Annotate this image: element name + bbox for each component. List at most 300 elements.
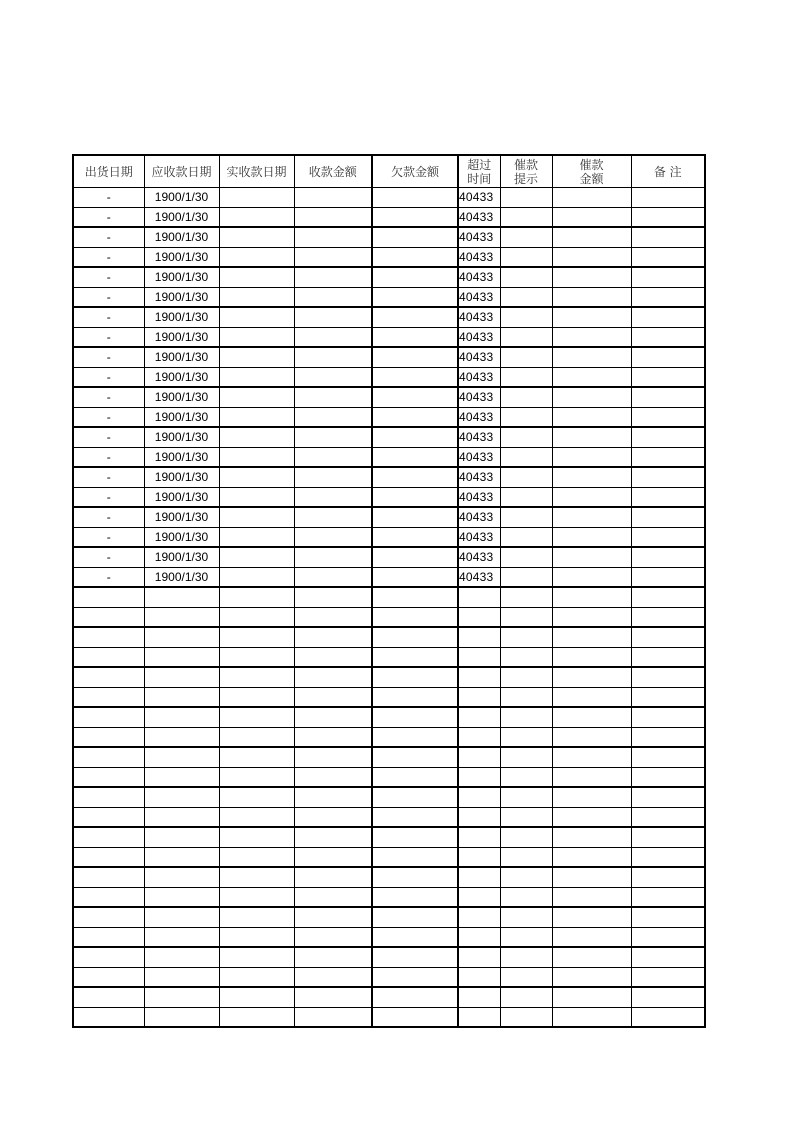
cell-reminder-tip[interactable] bbox=[500, 547, 552, 567]
cell-reminder-tip[interactable] bbox=[500, 507, 552, 527]
cell-reminder-amount[interactable] bbox=[552, 587, 631, 607]
column-header-overdue-time[interactable] bbox=[458, 155, 500, 188]
cell-remarks[interactable] bbox=[631, 727, 705, 747]
cell-due-date[interactable] bbox=[144, 727, 219, 747]
cell-remarks[interactable] bbox=[631, 787, 705, 807]
cell-owed-amount[interactable] bbox=[372, 188, 458, 208]
cell-ship-date[interactable] bbox=[73, 727, 144, 747]
cell-due-date[interactable] bbox=[144, 907, 219, 927]
cell-actual-date[interactable] bbox=[219, 447, 294, 467]
cell-ship-date[interactable] bbox=[73, 687, 144, 707]
cell-reminder-amount[interactable] bbox=[552, 727, 631, 747]
cell-overdue-time[interactable]: 40433 bbox=[458, 467, 500, 487]
cell-actual-date[interactable] bbox=[219, 607, 294, 627]
cell-reminder-amount[interactable] bbox=[552, 987, 631, 1007]
cell-actual-date[interactable] bbox=[219, 927, 294, 947]
cell-received-amount[interactable] bbox=[294, 847, 372, 867]
cell-owed-amount[interactable] bbox=[372, 327, 458, 347]
cell-reminder-amount[interactable] bbox=[552, 847, 631, 867]
cell-overdue-time[interactable] bbox=[458, 747, 500, 767]
cell-ship-date[interactable]: - bbox=[73, 287, 144, 307]
cell-owed-amount[interactable] bbox=[372, 867, 458, 887]
cell-remarks[interactable] bbox=[631, 607, 705, 627]
cell-owed-amount[interactable] bbox=[372, 667, 458, 687]
cell-remarks[interactable] bbox=[631, 188, 705, 208]
cell-remarks[interactable] bbox=[631, 387, 705, 407]
cell-actual-date[interactable] bbox=[219, 327, 294, 347]
cell-ship-date[interactable]: - bbox=[73, 487, 144, 507]
cell-owed-amount[interactable] bbox=[372, 347, 458, 367]
cell-received-amount[interactable] bbox=[294, 188, 372, 208]
cell-reminder-amount[interactable] bbox=[552, 307, 631, 327]
cell-ship-date[interactable] bbox=[73, 867, 144, 887]
cell-reminder-tip[interactable] bbox=[500, 867, 552, 887]
cell-due-date[interactable] bbox=[144, 587, 219, 607]
cell-actual-date[interactable] bbox=[219, 188, 294, 208]
cell-ship-date[interactable] bbox=[73, 947, 144, 967]
cell-remarks[interactable] bbox=[631, 507, 705, 527]
cell-actual-date[interactable] bbox=[219, 467, 294, 487]
cell-ship-date[interactable] bbox=[73, 967, 144, 987]
cell-received-amount[interactable] bbox=[294, 527, 372, 547]
cell-remarks[interactable] bbox=[631, 967, 705, 987]
cell-overdue-time[interactable]: 40433 bbox=[458, 188, 500, 208]
column-header-ship-date[interactable] bbox=[73, 155, 144, 188]
cell-reminder-tip[interactable] bbox=[500, 247, 552, 267]
cell-owed-amount[interactable] bbox=[372, 547, 458, 567]
cell-owed-amount[interactable] bbox=[372, 587, 458, 607]
cell-reminder-tip[interactable] bbox=[500, 287, 552, 307]
cell-due-date[interactable] bbox=[144, 947, 219, 967]
cell-overdue-time[interactable]: 40433 bbox=[458, 387, 500, 407]
cell-received-amount[interactable] bbox=[294, 507, 372, 527]
cell-received-amount[interactable] bbox=[294, 227, 372, 247]
cell-owed-amount[interactable] bbox=[372, 967, 458, 987]
cell-owed-amount[interactable] bbox=[372, 947, 458, 967]
cell-remarks[interactable] bbox=[631, 407, 705, 427]
cell-actual-date[interactable] bbox=[219, 347, 294, 367]
cell-owed-amount[interactable] bbox=[372, 487, 458, 507]
cell-remarks[interactable] bbox=[631, 467, 705, 487]
cell-reminder-tip[interactable] bbox=[500, 927, 552, 947]
cell-owed-amount[interactable] bbox=[372, 447, 458, 467]
cell-due-date[interactable]: 1900/1/30 bbox=[144, 347, 219, 367]
cell-due-date[interactable] bbox=[144, 987, 219, 1007]
cell-actual-date[interactable] bbox=[219, 667, 294, 687]
cell-received-amount[interactable] bbox=[294, 947, 372, 967]
cell-reminder-tip[interactable] bbox=[500, 207, 552, 227]
cell-received-amount[interactable] bbox=[294, 607, 372, 627]
cell-ship-date[interactable] bbox=[73, 707, 144, 727]
cell-due-date[interactable]: 1900/1/30 bbox=[144, 287, 219, 307]
cell-reminder-amount[interactable] bbox=[552, 507, 631, 527]
cell-received-amount[interactable] bbox=[294, 987, 372, 1007]
cell-due-date[interactable] bbox=[144, 667, 219, 687]
cell-ship-date[interactable] bbox=[73, 847, 144, 867]
cell-reminder-amount[interactable] bbox=[552, 547, 631, 567]
cell-remarks[interactable] bbox=[631, 587, 705, 607]
cell-due-date[interactable]: 1900/1/30 bbox=[144, 387, 219, 407]
cell-received-amount[interactable] bbox=[294, 447, 372, 467]
cell-ship-date[interactable] bbox=[73, 607, 144, 627]
cell-overdue-time[interactable] bbox=[458, 907, 500, 927]
cell-actual-date[interactable] bbox=[219, 227, 294, 247]
cell-due-date[interactable] bbox=[144, 747, 219, 767]
column-header-due-date[interactable] bbox=[144, 155, 219, 188]
cell-actual-date[interactable] bbox=[219, 307, 294, 327]
cell-actual-date[interactable] bbox=[219, 787, 294, 807]
cell-reminder-tip[interactable] bbox=[500, 847, 552, 867]
cell-actual-date[interactable] bbox=[219, 247, 294, 267]
cell-due-date[interactable]: 1900/1/30 bbox=[144, 307, 219, 327]
cell-ship-date[interactable]: - bbox=[73, 547, 144, 567]
cell-actual-date[interactable] bbox=[219, 827, 294, 847]
cell-remarks[interactable] bbox=[631, 307, 705, 327]
cell-actual-date[interactable] bbox=[219, 1007, 294, 1027]
cell-actual-date[interactable] bbox=[219, 427, 294, 447]
cell-overdue-time[interactable] bbox=[458, 807, 500, 827]
cell-remarks[interactable] bbox=[631, 907, 705, 927]
cell-due-date[interactable] bbox=[144, 687, 219, 707]
cell-owed-amount[interactable] bbox=[372, 387, 458, 407]
cell-ship-date[interactable] bbox=[73, 787, 144, 807]
cell-reminder-amount[interactable] bbox=[552, 467, 631, 487]
cell-overdue-time[interactable]: 40433 bbox=[458, 287, 500, 307]
cell-received-amount[interactable] bbox=[294, 347, 372, 367]
cell-owed-amount[interactable] bbox=[372, 307, 458, 327]
cell-received-amount[interactable] bbox=[294, 707, 372, 727]
column-header-reminder-amount[interactable] bbox=[552, 155, 631, 188]
cell-due-date[interactable]: 1900/1/30 bbox=[144, 188, 219, 208]
cell-remarks[interactable] bbox=[631, 427, 705, 447]
cell-reminder-tip[interactable] bbox=[500, 627, 552, 647]
cell-reminder-amount[interactable] bbox=[552, 207, 631, 227]
cell-overdue-time[interactable] bbox=[458, 847, 500, 867]
cell-remarks[interactable] bbox=[631, 867, 705, 887]
cell-due-date[interactable] bbox=[144, 867, 219, 887]
cell-received-amount[interactable] bbox=[294, 567, 372, 587]
cell-reminder-tip[interactable] bbox=[500, 687, 552, 707]
cell-actual-date[interactable] bbox=[219, 867, 294, 887]
cell-actual-date[interactable] bbox=[219, 967, 294, 987]
cell-due-date[interactable] bbox=[144, 607, 219, 627]
cell-reminder-amount[interactable] bbox=[552, 327, 631, 347]
cell-ship-date[interactable] bbox=[73, 627, 144, 647]
cell-reminder-amount[interactable] bbox=[552, 247, 631, 267]
cell-received-amount[interactable] bbox=[294, 1007, 372, 1027]
cell-remarks[interactable] bbox=[631, 547, 705, 567]
cell-received-amount[interactable] bbox=[294, 307, 372, 327]
cell-ship-date[interactable] bbox=[73, 647, 144, 667]
cell-overdue-time[interactable] bbox=[458, 607, 500, 627]
cell-overdue-time[interactable] bbox=[458, 647, 500, 667]
cell-owed-amount[interactable] bbox=[372, 827, 458, 847]
cell-owed-amount[interactable] bbox=[372, 427, 458, 447]
cell-ship-date[interactable] bbox=[73, 747, 144, 767]
cell-remarks[interactable] bbox=[631, 747, 705, 767]
cell-actual-date[interactable] bbox=[219, 767, 294, 787]
cell-reminder-amount[interactable] bbox=[552, 687, 631, 707]
cell-due-date[interactable] bbox=[144, 707, 219, 727]
cell-overdue-time[interactable] bbox=[458, 787, 500, 807]
cell-reminder-amount[interactable] bbox=[552, 567, 631, 587]
cell-owed-amount[interactable] bbox=[372, 767, 458, 787]
cell-overdue-time[interactable]: 40433 bbox=[458, 247, 500, 267]
cell-owed-amount[interactable] bbox=[372, 207, 458, 227]
cell-overdue-time[interactable] bbox=[458, 947, 500, 967]
cell-received-amount[interactable] bbox=[294, 627, 372, 647]
cell-overdue-time[interactable]: 40433 bbox=[458, 307, 500, 327]
cell-actual-date[interactable] bbox=[219, 587, 294, 607]
cell-actual-date[interactable] bbox=[219, 687, 294, 707]
cell-reminder-amount[interactable] bbox=[552, 887, 631, 907]
cell-overdue-time[interactable] bbox=[458, 707, 500, 727]
cell-reminder-tip[interactable] bbox=[500, 827, 552, 847]
cell-actual-date[interactable] bbox=[219, 807, 294, 827]
cell-reminder-tip[interactable] bbox=[500, 527, 552, 547]
cell-received-amount[interactable] bbox=[294, 487, 372, 507]
cell-due-date[interactable] bbox=[144, 767, 219, 787]
cell-received-amount[interactable] bbox=[294, 267, 372, 287]
cell-due-date[interactable] bbox=[144, 787, 219, 807]
cell-remarks[interactable] bbox=[631, 947, 705, 967]
cell-due-date[interactable]: 1900/1/30 bbox=[144, 407, 219, 427]
cell-due-date[interactable]: 1900/1/30 bbox=[144, 367, 219, 387]
cell-ship-date[interactable] bbox=[73, 827, 144, 847]
cell-owed-amount[interactable] bbox=[372, 887, 458, 907]
cell-ship-date[interactable]: - bbox=[73, 247, 144, 267]
cell-actual-date[interactable] bbox=[219, 947, 294, 967]
cell-ship-date[interactable]: - bbox=[73, 267, 144, 287]
cell-remarks[interactable] bbox=[631, 267, 705, 287]
cell-reminder-tip[interactable] bbox=[500, 787, 552, 807]
cell-due-date[interactable]: 1900/1/30 bbox=[144, 507, 219, 527]
cell-remarks[interactable] bbox=[631, 567, 705, 587]
cell-owed-amount[interactable] bbox=[372, 727, 458, 747]
cell-overdue-time[interactable]: 40433 bbox=[458, 347, 500, 367]
cell-received-amount[interactable] bbox=[294, 887, 372, 907]
cell-ship-date[interactable] bbox=[73, 907, 144, 927]
cell-ship-date[interactable]: - bbox=[73, 188, 144, 208]
cell-overdue-time[interactable]: 40433 bbox=[458, 427, 500, 447]
cell-owed-amount[interactable] bbox=[372, 507, 458, 527]
cell-remarks[interactable] bbox=[631, 807, 705, 827]
cell-reminder-amount[interactable] bbox=[552, 747, 631, 767]
cell-actual-date[interactable] bbox=[219, 647, 294, 667]
cell-received-amount[interactable] bbox=[294, 207, 372, 227]
cell-received-amount[interactable] bbox=[294, 747, 372, 767]
cell-due-date[interactable]: 1900/1/30 bbox=[144, 427, 219, 447]
cell-owed-amount[interactable] bbox=[372, 267, 458, 287]
cell-overdue-time[interactable] bbox=[458, 727, 500, 747]
cell-received-amount[interactable] bbox=[294, 807, 372, 827]
cell-reminder-tip[interactable] bbox=[500, 667, 552, 687]
cell-actual-date[interactable] bbox=[219, 407, 294, 427]
cell-reminder-amount[interactable] bbox=[552, 867, 631, 887]
cell-overdue-time[interactable] bbox=[458, 927, 500, 947]
cell-remarks[interactable] bbox=[631, 1007, 705, 1027]
cell-ship-date[interactable]: - bbox=[73, 367, 144, 387]
cell-due-date[interactable] bbox=[144, 967, 219, 987]
cell-owed-amount[interactable] bbox=[372, 927, 458, 947]
cell-reminder-amount[interactable] bbox=[552, 347, 631, 367]
cell-overdue-time[interactable] bbox=[458, 1007, 500, 1027]
cell-owed-amount[interactable] bbox=[372, 227, 458, 247]
cell-due-date[interactable]: 1900/1/30 bbox=[144, 527, 219, 547]
cell-due-date[interactable]: 1900/1/30 bbox=[144, 327, 219, 347]
cell-reminder-tip[interactable] bbox=[500, 987, 552, 1007]
cell-remarks[interactable] bbox=[631, 447, 705, 467]
cell-reminder-amount[interactable] bbox=[552, 267, 631, 287]
cell-overdue-time[interactable] bbox=[458, 627, 500, 647]
cell-received-amount[interactable] bbox=[294, 767, 372, 787]
cell-received-amount[interactable] bbox=[294, 247, 372, 267]
cell-received-amount[interactable] bbox=[294, 387, 372, 407]
cell-overdue-time[interactable] bbox=[458, 987, 500, 1007]
cell-due-date[interactable] bbox=[144, 887, 219, 907]
cell-actual-date[interactable] bbox=[219, 367, 294, 387]
cell-overdue-time[interactable]: 40433 bbox=[458, 407, 500, 427]
cell-remarks[interactable] bbox=[631, 227, 705, 247]
cell-remarks[interactable] bbox=[631, 887, 705, 907]
cell-overdue-time[interactable]: 40433 bbox=[458, 567, 500, 587]
cell-reminder-amount[interactable] bbox=[552, 907, 631, 927]
column-header-received-amount[interactable] bbox=[294, 155, 372, 188]
cell-actual-date[interactable] bbox=[219, 507, 294, 527]
cell-due-date[interactable]: 1900/1/30 bbox=[144, 267, 219, 287]
cell-owed-amount[interactable] bbox=[372, 647, 458, 667]
cell-reminder-tip[interactable] bbox=[500, 407, 552, 427]
cell-reminder-amount[interactable] bbox=[552, 407, 631, 427]
cell-received-amount[interactable] bbox=[294, 667, 372, 687]
cell-remarks[interactable] bbox=[631, 847, 705, 867]
cell-received-amount[interactable] bbox=[294, 587, 372, 607]
cell-actual-date[interactable] bbox=[219, 567, 294, 587]
cell-owed-amount[interactable] bbox=[372, 567, 458, 587]
cell-reminder-amount[interactable] bbox=[552, 947, 631, 967]
cell-due-date[interactable] bbox=[144, 807, 219, 827]
cell-actual-date[interactable] bbox=[219, 267, 294, 287]
cell-actual-date[interactable] bbox=[219, 387, 294, 407]
cell-ship-date[interactable]: - bbox=[73, 327, 144, 347]
cell-owed-amount[interactable] bbox=[372, 287, 458, 307]
cell-ship-date[interactable]: - bbox=[73, 567, 144, 587]
cell-received-amount[interactable] bbox=[294, 427, 372, 447]
cell-reminder-amount[interactable] bbox=[552, 967, 631, 987]
cell-due-date[interactable]: 1900/1/30 bbox=[144, 567, 219, 587]
cell-remarks[interactable] bbox=[631, 827, 705, 847]
cell-owed-amount[interactable] bbox=[372, 787, 458, 807]
cell-reminder-tip[interactable] bbox=[500, 467, 552, 487]
cell-reminder-amount[interactable] bbox=[552, 427, 631, 447]
cell-reminder-amount[interactable] bbox=[552, 767, 631, 787]
cell-remarks[interactable] bbox=[631, 327, 705, 347]
cell-ship-date[interactable] bbox=[73, 887, 144, 907]
cell-overdue-time[interactable] bbox=[458, 587, 500, 607]
cell-owed-amount[interactable] bbox=[372, 607, 458, 627]
cell-reminder-tip[interactable] bbox=[500, 887, 552, 907]
cell-received-amount[interactable] bbox=[294, 727, 372, 747]
column-header-owed-amount[interactable] bbox=[372, 155, 458, 188]
cell-reminder-tip[interactable] bbox=[500, 267, 552, 287]
cell-ship-date[interactable]: - bbox=[73, 207, 144, 227]
cell-reminder-tip[interactable] bbox=[500, 567, 552, 587]
cell-reminder-amount[interactable] bbox=[552, 367, 631, 387]
cell-received-amount[interactable] bbox=[294, 907, 372, 927]
cell-ship-date[interactable]: - bbox=[73, 527, 144, 547]
cell-due-date[interactable] bbox=[144, 927, 219, 947]
cell-due-date[interactable]: 1900/1/30 bbox=[144, 547, 219, 567]
cell-due-date[interactable]: 1900/1/30 bbox=[144, 447, 219, 467]
cell-remarks[interactable] bbox=[631, 767, 705, 787]
cell-ship-date[interactable] bbox=[73, 1007, 144, 1027]
cell-received-amount[interactable] bbox=[294, 687, 372, 707]
cell-ship-date[interactable]: - bbox=[73, 507, 144, 527]
cell-actual-date[interactable] bbox=[219, 207, 294, 227]
cell-overdue-time[interactable]: 40433 bbox=[458, 367, 500, 387]
cell-reminder-amount[interactable] bbox=[552, 487, 631, 507]
cell-reminder-tip[interactable] bbox=[500, 807, 552, 827]
cell-received-amount[interactable] bbox=[294, 467, 372, 487]
cell-overdue-time[interactable] bbox=[458, 967, 500, 987]
cell-reminder-tip[interactable] bbox=[500, 727, 552, 747]
cell-reminder-amount[interactable] bbox=[552, 527, 631, 547]
cell-overdue-time[interactable] bbox=[458, 767, 500, 787]
cell-reminder-amount[interactable] bbox=[552, 667, 631, 687]
cell-received-amount[interactable] bbox=[294, 967, 372, 987]
cell-ship-date[interactable] bbox=[73, 667, 144, 687]
cell-owed-amount[interactable] bbox=[372, 627, 458, 647]
cell-due-date[interactable]: 1900/1/30 bbox=[144, 487, 219, 507]
cell-actual-date[interactable] bbox=[219, 287, 294, 307]
cell-overdue-time[interactable]: 40433 bbox=[458, 487, 500, 507]
cell-overdue-time[interactable] bbox=[458, 687, 500, 707]
cell-reminder-tip[interactable] bbox=[500, 387, 552, 407]
cell-reminder-tip[interactable] bbox=[500, 307, 552, 327]
cell-due-date[interactable] bbox=[144, 647, 219, 667]
cell-reminder-amount[interactable] bbox=[552, 447, 631, 467]
cell-reminder-amount[interactable] bbox=[552, 647, 631, 667]
cell-reminder-amount[interactable] bbox=[552, 607, 631, 627]
cell-received-amount[interactable] bbox=[294, 827, 372, 847]
cell-reminder-tip[interactable] bbox=[500, 907, 552, 927]
cell-reminder-amount[interactable] bbox=[552, 787, 631, 807]
cell-received-amount[interactable] bbox=[294, 407, 372, 427]
cell-reminder-amount[interactable] bbox=[552, 287, 631, 307]
cell-overdue-time[interactable]: 40433 bbox=[458, 207, 500, 227]
cell-actual-date[interactable] bbox=[219, 907, 294, 927]
cell-remarks[interactable] bbox=[631, 287, 705, 307]
cell-actual-date[interactable] bbox=[219, 887, 294, 907]
cell-due-date[interactable]: 1900/1/30 bbox=[144, 247, 219, 267]
cell-reminder-amount[interactable] bbox=[552, 1007, 631, 1027]
cell-reminder-amount[interactable] bbox=[552, 707, 631, 727]
cell-reminder-tip[interactable] bbox=[500, 587, 552, 607]
cell-reminder-amount[interactable] bbox=[552, 927, 631, 947]
cell-actual-date[interactable] bbox=[219, 747, 294, 767]
cell-received-amount[interactable] bbox=[294, 927, 372, 947]
cell-overdue-time[interactable]: 40433 bbox=[458, 447, 500, 467]
cell-owed-amount[interactable] bbox=[372, 707, 458, 727]
column-header-reminder-tip[interactable] bbox=[500, 155, 552, 188]
cell-ship-date[interactable] bbox=[73, 927, 144, 947]
cell-reminder-tip[interactable] bbox=[500, 327, 552, 347]
cell-overdue-time[interactable]: 40433 bbox=[458, 527, 500, 547]
cell-reminder-tip[interactable] bbox=[500, 707, 552, 727]
cell-actual-date[interactable] bbox=[219, 487, 294, 507]
cell-reminder-tip[interactable] bbox=[500, 747, 552, 767]
cell-reminder-amount[interactable] bbox=[552, 627, 631, 647]
